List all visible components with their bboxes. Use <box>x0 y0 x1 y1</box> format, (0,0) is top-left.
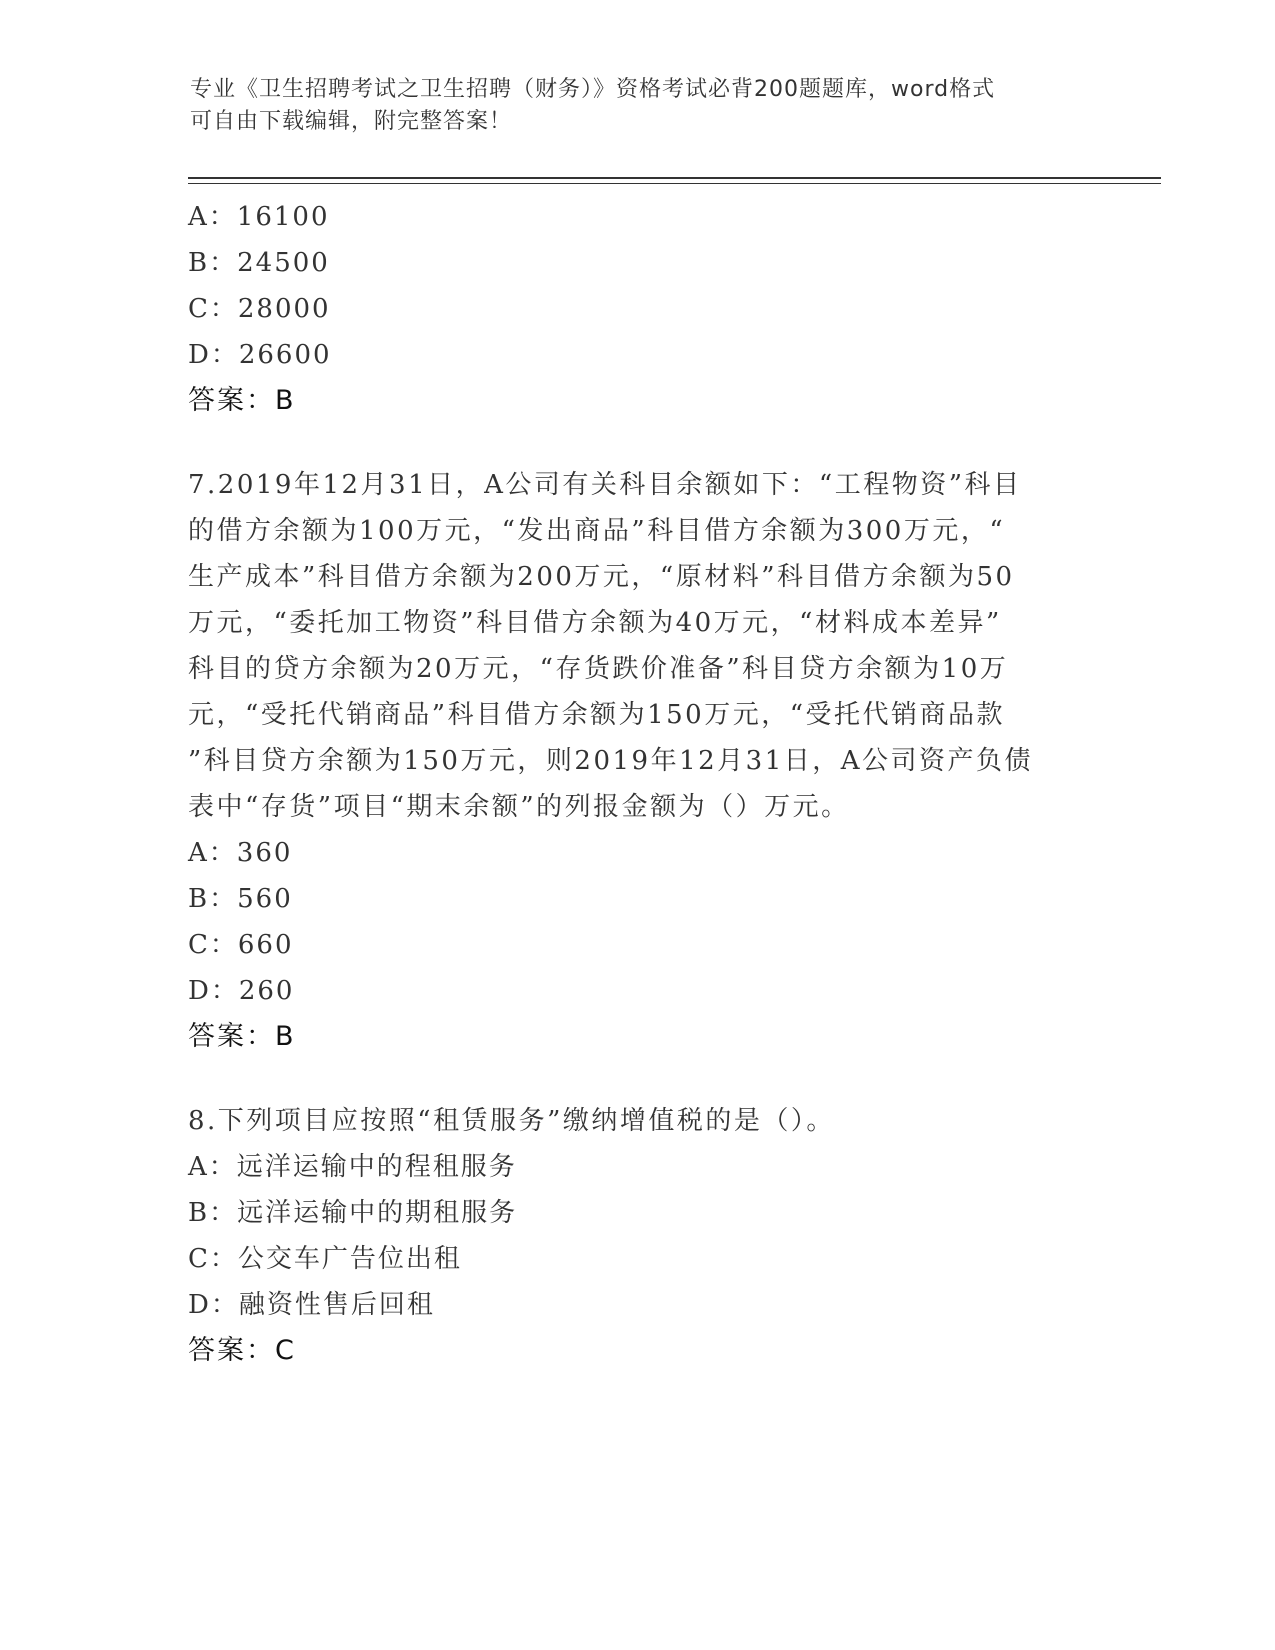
header-line-2: 可自由下载编辑，附完整答案！ <box>190 109 513 134</box>
question-6-block <box>188 194 1068 424</box>
stem-line: 7.2019年12月31日，A公司有关科目余额如下：“工程物资”科目 <box>188 470 1022 500</box>
option-d: D：融资性售后回租 <box>188 1290 435 1320</box>
option-c: C：660 <box>188 930 294 960</box>
header-divider-thin <box>188 183 1161 184</box>
stem-line: 生产成本”科目借方余额为200万元，“原材料”科目借方余额为50 <box>188 562 1015 592</box>
option-b: B：560 <box>188 884 293 914</box>
stem-line: ”科目贷方余额为150万元，则2019年12月31日，A公司资产负债 <box>188 746 1034 776</box>
option-b: B：远洋运输中的期租服务 <box>188 1198 518 1228</box>
option-c: C：28000 <box>188 294 331 324</box>
stem-line: 科目的贷方余额为20万元，“存货跌价准备”科目贷方余额为10万 <box>188 654 1009 684</box>
stem-line: 的借方余额为100万元，“发出商品”科目借方余额为300万元，“ <box>188 516 1006 546</box>
question-stem <box>188 462 1068 830</box>
question-8-block <box>188 1098 1068 1374</box>
answer: 答案：B <box>188 385 296 416</box>
question-stem <box>188 1098 1068 1144</box>
option-a: A：远洋运输中的程租服务 <box>188 1152 517 1182</box>
question-7-block <box>188 462 1068 1060</box>
stem-line: 万元，“委托加工物资”科目借方余额为40万元，“材料成本差异” <box>188 608 1002 638</box>
answer: 答案：C <box>188 1335 296 1366</box>
option-d: D：260 <box>188 976 295 1006</box>
option-a: A：16100 <box>188 202 330 232</box>
option-a: A：360 <box>188 838 293 868</box>
stem-line: 8.下列项目应按照“租赁服务”缴纳增值税的是（）。 <box>188 1106 835 1136</box>
stem-line: 表中“存货”项目“期末余额”的列报金额为（）万元。 <box>188 792 850 822</box>
header-line-1: 专业《卫生招聘考试之卫生招聘（财务）》资格考试必背200题题库，word格式 <box>190 77 996 102</box>
document-header <box>190 74 1070 138</box>
answer: 答案：B <box>188 1021 296 1052</box>
option-d: D：26600 <box>188 340 332 370</box>
option-b: B：24500 <box>188 248 330 278</box>
option-c: C：公交车广告位出租 <box>188 1244 462 1274</box>
stem-line: 元，“受托代销商品”科目借方余额为150万元，“受托代销商品款 <box>188 700 1006 730</box>
header-divider-thick <box>188 177 1161 179</box>
document-body <box>188 194 1068 1374</box>
